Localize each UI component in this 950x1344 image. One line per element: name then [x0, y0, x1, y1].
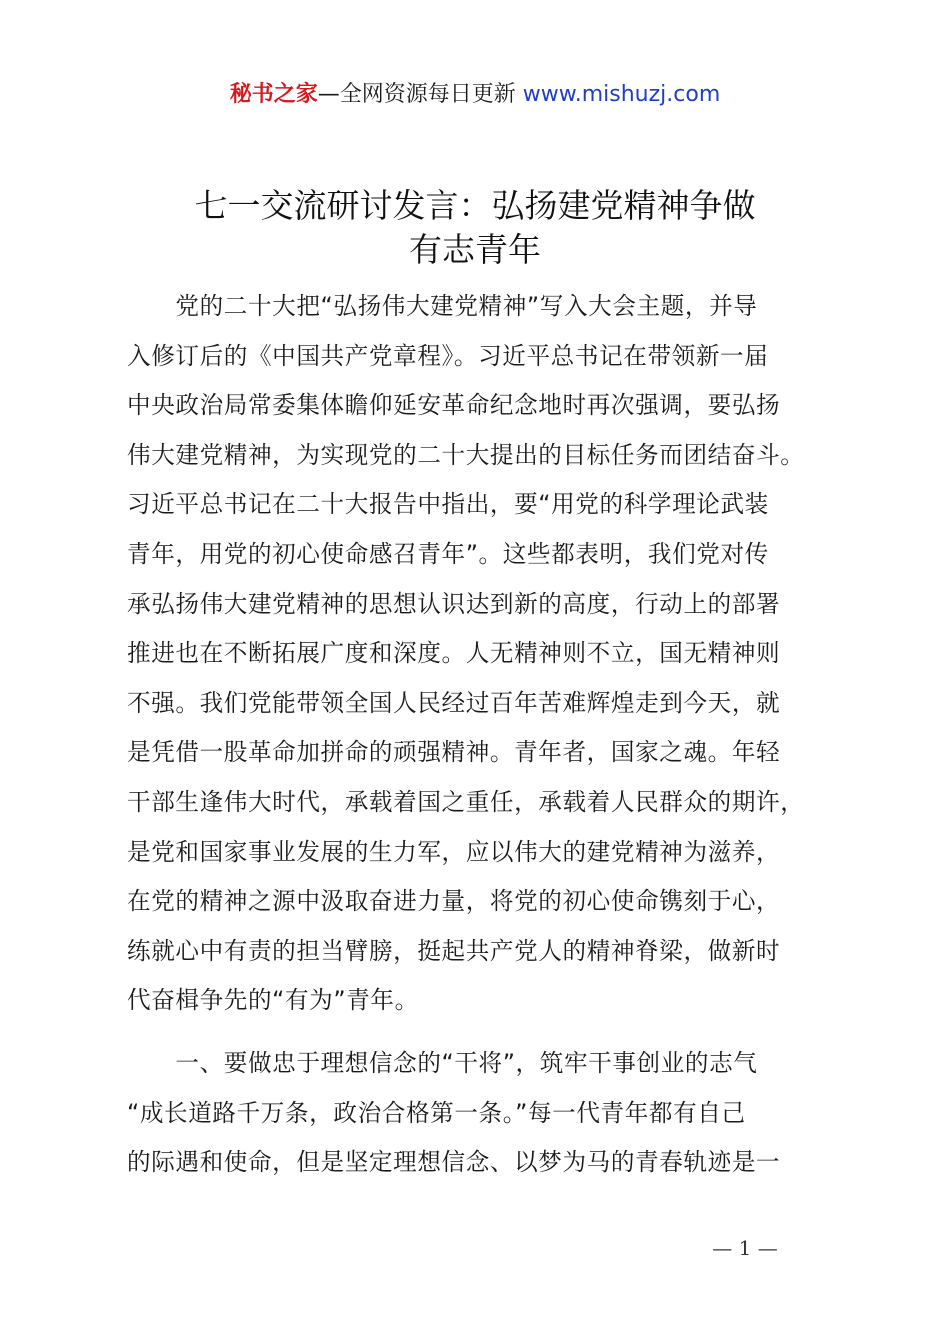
- page-number: — 1 —: [712, 1236, 778, 1260]
- site-header: [0, 80, 950, 110]
- text-line: 干部生逢伟大时代，承载着国之重任，承载着人民群众的期许，: [127, 787, 805, 816]
- text-line: 代奋楫争先的“有为”青年。: [127, 986, 419, 1015]
- text-line: 青年，用党的初心使命感召青年”。这些都表明，我们党对传: [127, 539, 769, 568]
- site-url-link[interactable]: www.mishuzj.com: [522, 82, 721, 107]
- title-line-1: 七一交流研讨发言：弘扬建党精神争做: [194, 186, 756, 225]
- text-line: 推进也在不断拓展广度和深度。人无精神则不立，国无精神则: [127, 639, 781, 668]
- header-tagline: —全网资源每日更新: [317, 82, 523, 107]
- text-line: 练就心中有责的担当臂膀，挺起共产党人的精神脊梁，做新时: [127, 936, 781, 965]
- text-line: 是党和国家事业发展的生力军，应以伟大的建党精神为滋养，: [127, 837, 781, 866]
- document-body: [127, 282, 847, 1188]
- paragraph-intro: [127, 282, 847, 1026]
- paragraph-section-one: [127, 1039, 847, 1188]
- document-title: [0, 184, 950, 272]
- text-line: 入修订后的《中国共产党章程》。习近平总书记在带领新一届: [127, 341, 769, 370]
- text-line: “成长道路千万条，政治合格第一条。”每一代青年都有自己: [127, 1098, 746, 1127]
- section-heading-line: 一、要做忠于理想信念的“干将”，筑牢干事创业的志气: [127, 1048, 758, 1077]
- text-line: 承弘扬伟大建党精神的思想认识达到新的高度，行动上的部署: [127, 589, 781, 618]
- text-line: 习近平总书记在二十大报告中指出，要“用党的科学理论武装: [127, 490, 769, 519]
- brand-name: 秘书之家: [229, 82, 318, 107]
- text-line: 在党的精神之源中汲取奋进力量，将党的初心使命镌刻于心，: [127, 887, 781, 916]
- text-line: 党的二十大把“弘扬伟大建党精神”写入大会主题，并导: [127, 292, 758, 320]
- paragraph-spacer: [127, 1026, 847, 1039]
- text-line: 伟大建党精神，为实现党的二十大提出的目标任务而团结奋斗。: [127, 440, 805, 469]
- text-line: 不强。我们党能带领全国人民经过百年苦难辉煌走到今天，就: [127, 688, 781, 717]
- text-line: 中央政治局常委集体瞻仰延安革命纪念地时再次强调，要弘扬: [127, 391, 781, 420]
- text-line: 的际遇和使命，但是坚定理想信念、以梦为马的青春轨迹是一: [127, 1148, 781, 1177]
- text-line: 是凭借一股革命加拼命的顽强精神。青年者，国家之魂。年轻: [127, 738, 781, 767]
- title-line-2: 有志青年: [409, 230, 541, 269]
